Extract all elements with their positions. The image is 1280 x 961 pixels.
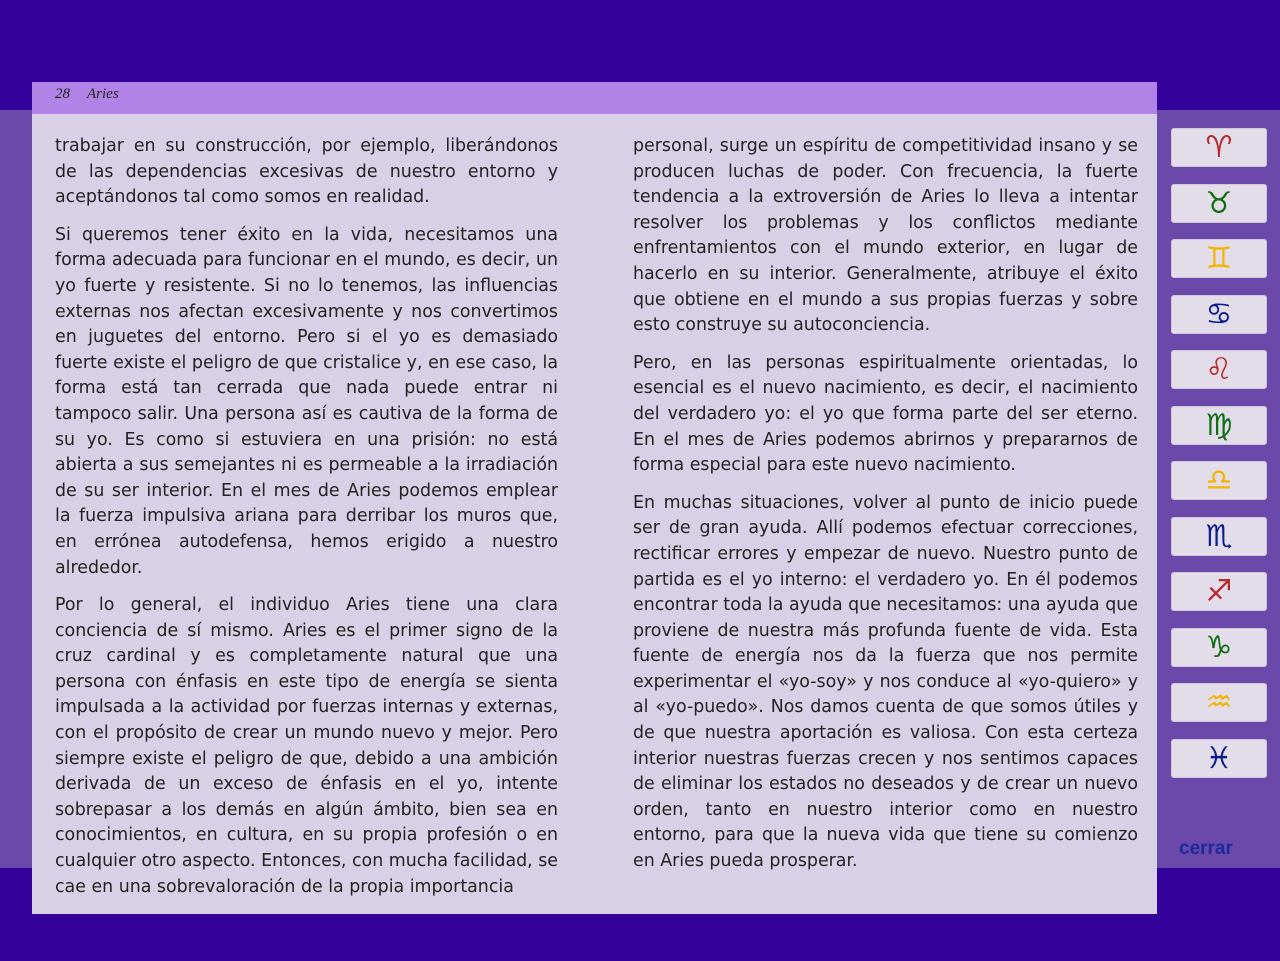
pisces-icon: ♓︎ [1205, 740, 1233, 776]
sign-button-pisces[interactable] [1171, 739, 1267, 778]
sign-button-gemini[interactable] [1171, 239, 1267, 278]
sign-button-sagittarius[interactable] [1171, 572, 1267, 611]
page-number: 28 [55, 86, 70, 102]
right-column [633, 134, 1138, 887]
sign-button-libra[interactable] [1171, 461, 1267, 500]
leo-icon: ♌︎ [1205, 352, 1233, 387]
sign-button-virgo[interactable] [1171, 406, 1267, 445]
virgo-icon: ♍︎ [1205, 407, 1233, 443]
gemini-icon: ♊︎ [1205, 241, 1233, 276]
paragraph: Pero, en las personas espiritualmente orientadas, lo esencial es el nuevo nacimiento, es decir, el nacimiento del verdadero yo: el yo que forma parte del ser eterno. En el mes de Aries podemos abrirnos y prepararnos de forma especial para este nuevo nacimiento. [633, 352, 1138, 476]
capricorn-icon: ♑︎ [1205, 629, 1233, 665]
cancer-icon: ♋︎ [1205, 296, 1233, 332]
paragraph: En muchas situaciones, volver al punto de inicio puede ser de gran ayuda. Allí podemos efectuar correcciones, rectificar errores y empezar de nuevo. Nuestro punto de partida es el yo interno: el verdadero yo. En él podemos encontrar toda la ayuda que necesitamos: una ayuda que proviene de nuestra más profunda fuente de vida. Esta fuente de energía nos da la fuerza que nos permite experimentar el «yo-soy» y nos conduce al «yo-quiero» y al «yo-puedo». Nos damos cuenta de que somos útiles y de que nuestra aportación es valiosa. Con esta certeza interior nuestras fuerzas crecen y nos sentimos capaces de eliminar los estados no deseados y de crear un nuevo orden, tanto en nuestro interior como en nuestro entorno, para que la nueva vida que tiene su comienzo en Aries pueda prosperar. [633, 492, 1138, 872]
close-button[interactable]: cerrar [1179, 838, 1233, 859]
sign-button-leo[interactable] [1171, 350, 1267, 389]
aquarius-icon: ♒︎ [1205, 685, 1233, 720]
page-header [32, 82, 1157, 114]
sign-button-capricorn[interactable] [1171, 628, 1267, 667]
section-title: Aries [87, 86, 119, 102]
sign-button-scorpio[interactable] [1171, 517, 1267, 556]
left-column [55, 134, 558, 912]
paragraph: personal, surge un espíritu de competitividad insano y se producen luchas de poder. Con frecuencia, la fuerte tendencia a la extroversión de Aries lo lleva a intentar resolver los problemas y los conflictos mediante enfrentamientos con el mundo exterior, en lugar de hacerlo en su interior. Generalmente, atribuye el éxito que obtiene en el mundo a sus propias fuerzas y sobre esto construye su autoconciencia. [633, 136, 1138, 336]
book-page [32, 82, 1157, 914]
sign-button-taurus[interactable] [1171, 184, 1267, 223]
paragraph: Por lo general, el individuo Aries tiene una clara conciencia de sí mismo. Aries es el primer signo de la cruz cardinal y es completamente natural que una persona con énfasis en este tipo de energía se sienta impulsada a la actividad por fuerzas internas y externas, con el propósito de crear un mundo nuevo y mejor. Pero siempre existe el peligro de que, debido a una ambición derivada de un exceso de énfasis en el yo, intente sobrepasar a los demás en algún ámbito, bien sea en conocimientos, en cultura, en su propia profesión o en cualquier otro aspecto. Entonces, con mucha facilidad, se cae en una sobrevaloración de la propia importancia [55, 595, 558, 897]
taurus-icon: ♉︎ [1205, 185, 1233, 221]
libra-icon: ♎︎ [1205, 463, 1233, 498]
aries-icon: ♈︎ [1205, 130, 1233, 165]
sagittarius-icon: ♐︎ [1205, 574, 1233, 609]
sign-button-aries[interactable] [1171, 128, 1267, 167]
sign-button-cancer[interactable] [1171, 295, 1267, 334]
sign-button-aquarius[interactable] [1171, 683, 1267, 722]
paragraph: trabajar en su construcción, por ejemplo, liberándonos de las dependencias excesivas de nuestro entorno y aceptándonos tal como somos en realidad. [55, 136, 558, 208]
scorpio-icon: ♏︎ [1205, 518, 1233, 554]
zodiac-nav [1171, 128, 1267, 794]
paragraph: Si queremos tener éxito en la vida, necesitamos una forma adecuada para funcionar en el mundo, es decir, un yo fuerte y resistente. Si no lo tenemos, las influencias externas nos afectan excesivamente y nos convertimos en juguetes del entorno. Pero si el yo es demasiado fuerte existe el peligro de que cristalice y, en ese caso, la forma está tan cerrada que nada puede entrar ni tampoco salir. Una persona así es cautiva de la forma de su yo. Es como si estuviera en una prisión: no está abierta a sus semejantes ni es permeable a la irradiación de su ser interior. En el mes de Aries podemos emplear la fuerza impulsiva ariana para derribar los muros que, en errónea autodefensa, hemos erigido a nuestro alrededor. [55, 224, 558, 578]
